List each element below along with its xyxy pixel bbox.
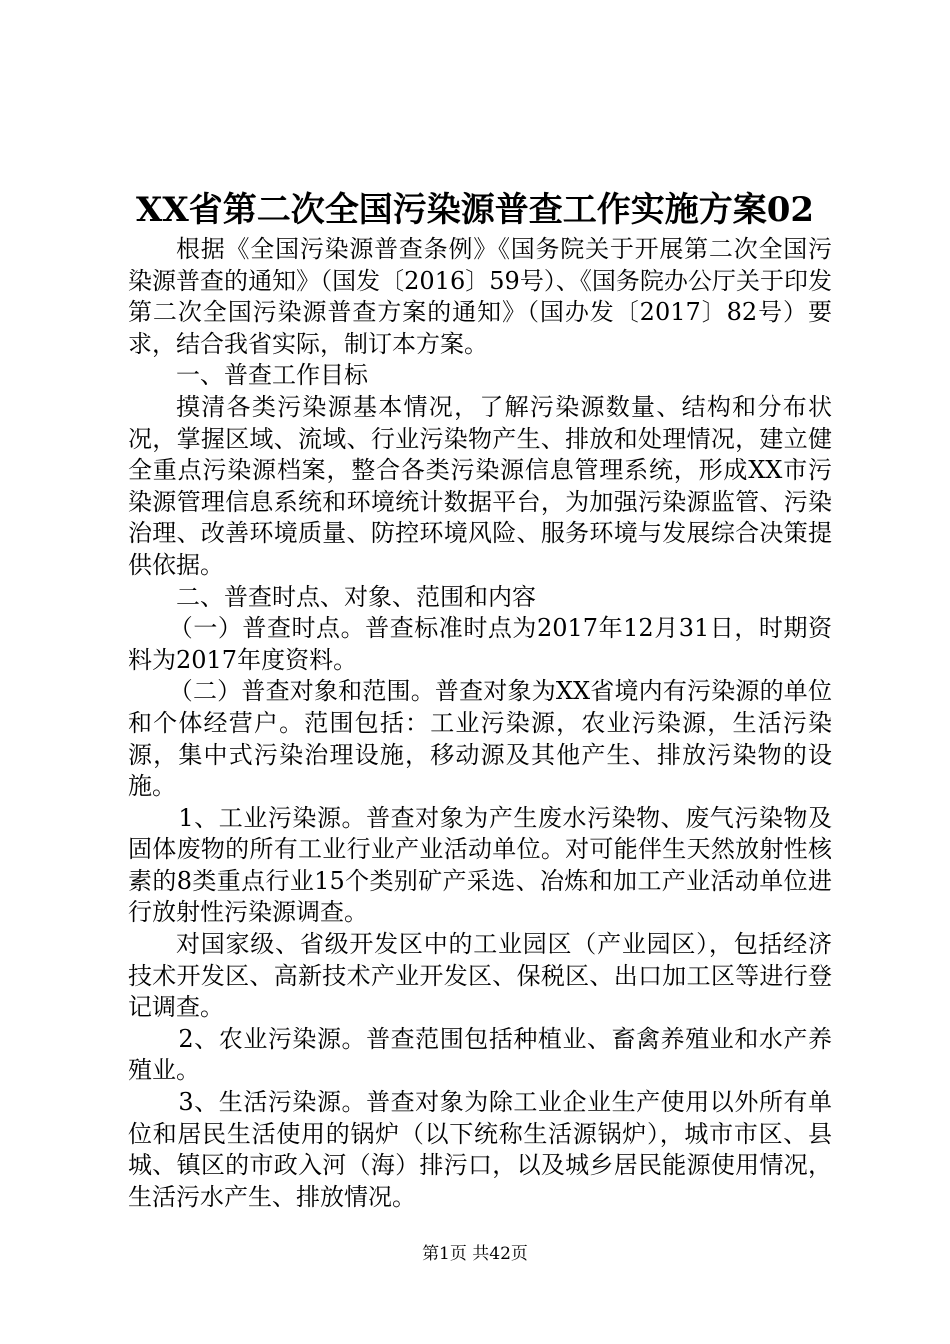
section-heading-1: 一、普查工作目标 [176,361,368,390]
paragraph-time-point: （一）普查时点。普查标准时点为2017年12月31日，时期资料为2017年度资料。 [128,614,832,674]
document-body [128,234,832,1213]
paragraph-goal: 摸清各类污染源基本情况，了解污染源数量、结构和分布状况，掌握区域、流域、行业污染物产生、排放和处理情况，建立健全重点污染源档案，整合各类污染源信息管理系统，形成XX市污染源管理信息系统和环境统计数据平台，为加强污染源监管、污染治理、改善环境质量、防控环境风险、服务环境与发展综合决策提供依据。 [128,392,832,579]
page-footer: 第1页 共42页 [422,1244,528,1264]
section-heading-2: 二、普查时点、对象、范围和内容 [176,582,536,611]
paragraph-industrial-parks: 对国家级、省级开发区中的工业园区（产业园区），包括经济技术开发区、高新技术产业开发区、保税区、出口加工区等进行登记调查。 [128,930,832,1022]
paragraph-domestic-source: 3、生活污染源。普查对象为除工业企业生产使用以外所有单位和居民生活使用的锅炉（以下统称生活源锅炉），城市市区、县城、镇区的市政入河（海）排污口，以及城乡居民能源使用情况，生活污水产生、排放情况。 [128,1088,832,1211]
paragraph-industrial-source: 1、工业污染源。普查对象为产生废水污染物、废气污染物及固体废物的所有工业行业产业活动单位。对可能伴生天然放射性核素的8类重点行业15个类别矿产采选、冶炼和加工产业活动单位进行放射性污染源调查。 [128,803,832,927]
paragraph-agricultural-source: 2、农业污染源。普查范围包括种植业、畜禽养殖业和水产养殖业。 [128,1024,832,1085]
paragraph-scope: （二）普查对象和范围。普查对象为XX省境内有污染源的单位和个体经营户。范围包括：工业污染源，农业污染源，生活污染源，集中式污染治理设施，移动源及其他产生、排放污染物的设施。 [128,677,832,801]
paragraph-intro: 根据《全国污染源普查条例》《国务院关于开展第二次全国污染源普查的通知》（国发〔2016〕59号）、《国务院办公厅关于印发第二次全国污染源普查方案的通知》（国办发〔2017〕82号）要求，结合我省实际，制订本方案。 [128,235,832,358]
document-title: XX省第二次全国污染源普查工作实施方案02 [135,190,815,230]
